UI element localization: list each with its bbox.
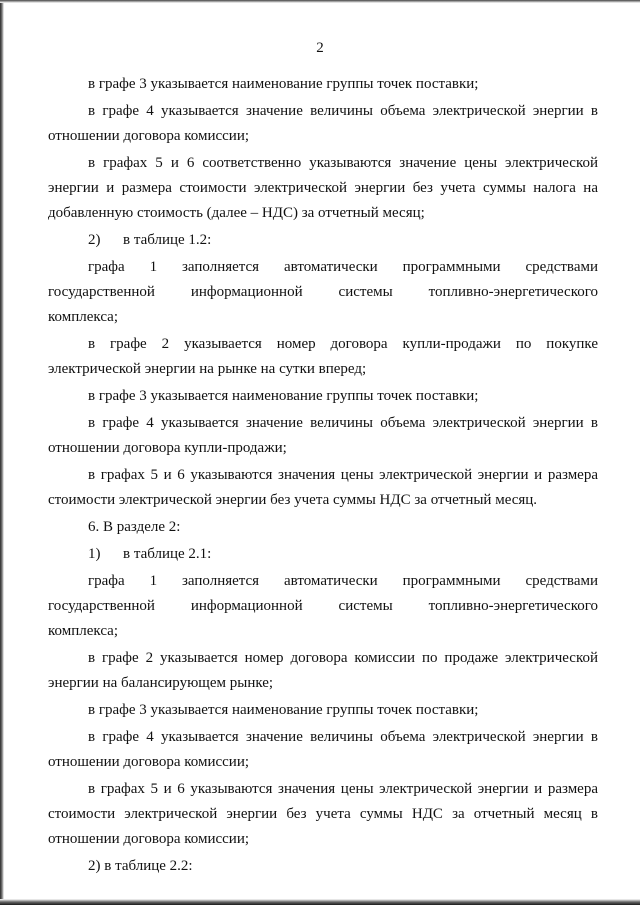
page-number: 2 (316, 40, 324, 56)
paragraph: в графе 4 указывается значение величины объема электрической энергии в отношении договора купли-продажи; (48, 415, 598, 456)
paragraph: графа 1 заполняется автоматически программными средствами государственной информационной системы топливно-энергетического комплекса; (48, 259, 598, 325)
list-item-heading: 2) в таблице 2.2: (88, 858, 193, 874)
paragraph: в графе 3 указывается наименование группы точек поставки; (88, 702, 479, 718)
scan-edge-bottom (0, 899, 640, 905)
document-body (48, 72, 598, 881)
scan-edge-left (0, 0, 4, 905)
paragraph: в графе 4 указывается значение величины объема электрической энергии в отношении договора комиссии; (48, 729, 598, 770)
paragraph: в графе 2 указывается номер договора купли-продажи по покупке электрической энергии на рынке на сутки вперед; (48, 336, 598, 377)
paragraph: в графе 4 указывается значение величины объема электрической энергии в отношении договора комиссии; (48, 103, 598, 144)
paragraph: в графах 5 и 6 указываются значения цены электрической энергии и размера стоимости электрической энергии без учета суммы НДС за отчетный месяц в отношении договора комиссии; (48, 781, 598, 847)
section-heading: 6. В разделе 2: (88, 519, 181, 535)
paragraph: в графе 2 указывается номер договора комиссии по продаже электрической энергии на балансирующем рынке; (48, 650, 598, 691)
paragraph: графа 1 заполняется автоматически программными средствами государственной информационной системы топливно-энергетического комплекса; (48, 573, 598, 639)
paragraph: в графах 5 и 6 указываются значения цены электрической энергии и размера стоимости электрической энергии без учета суммы НДС за отчетный месяц. (48, 467, 598, 508)
paragraph: в графе 3 указывается наименование группы точек поставки; (88, 76, 479, 92)
list-item-heading: 2) в таблице 1.2: (88, 232, 212, 248)
paragraph: в графах 5 и 6 соответственно указываются значение цены электрической энергии и размера стоимости электрической энергии без учета суммы налога на добавленную стоимость (далее – НДС) за отчетный месяц; (48, 155, 598, 221)
scan-edge-top (0, 0, 640, 3)
paragraph: в графе 3 указывается наименование группы точек поставки; (88, 388, 479, 404)
list-item-heading: 1) в таблице 2.1: (88, 546, 212, 562)
